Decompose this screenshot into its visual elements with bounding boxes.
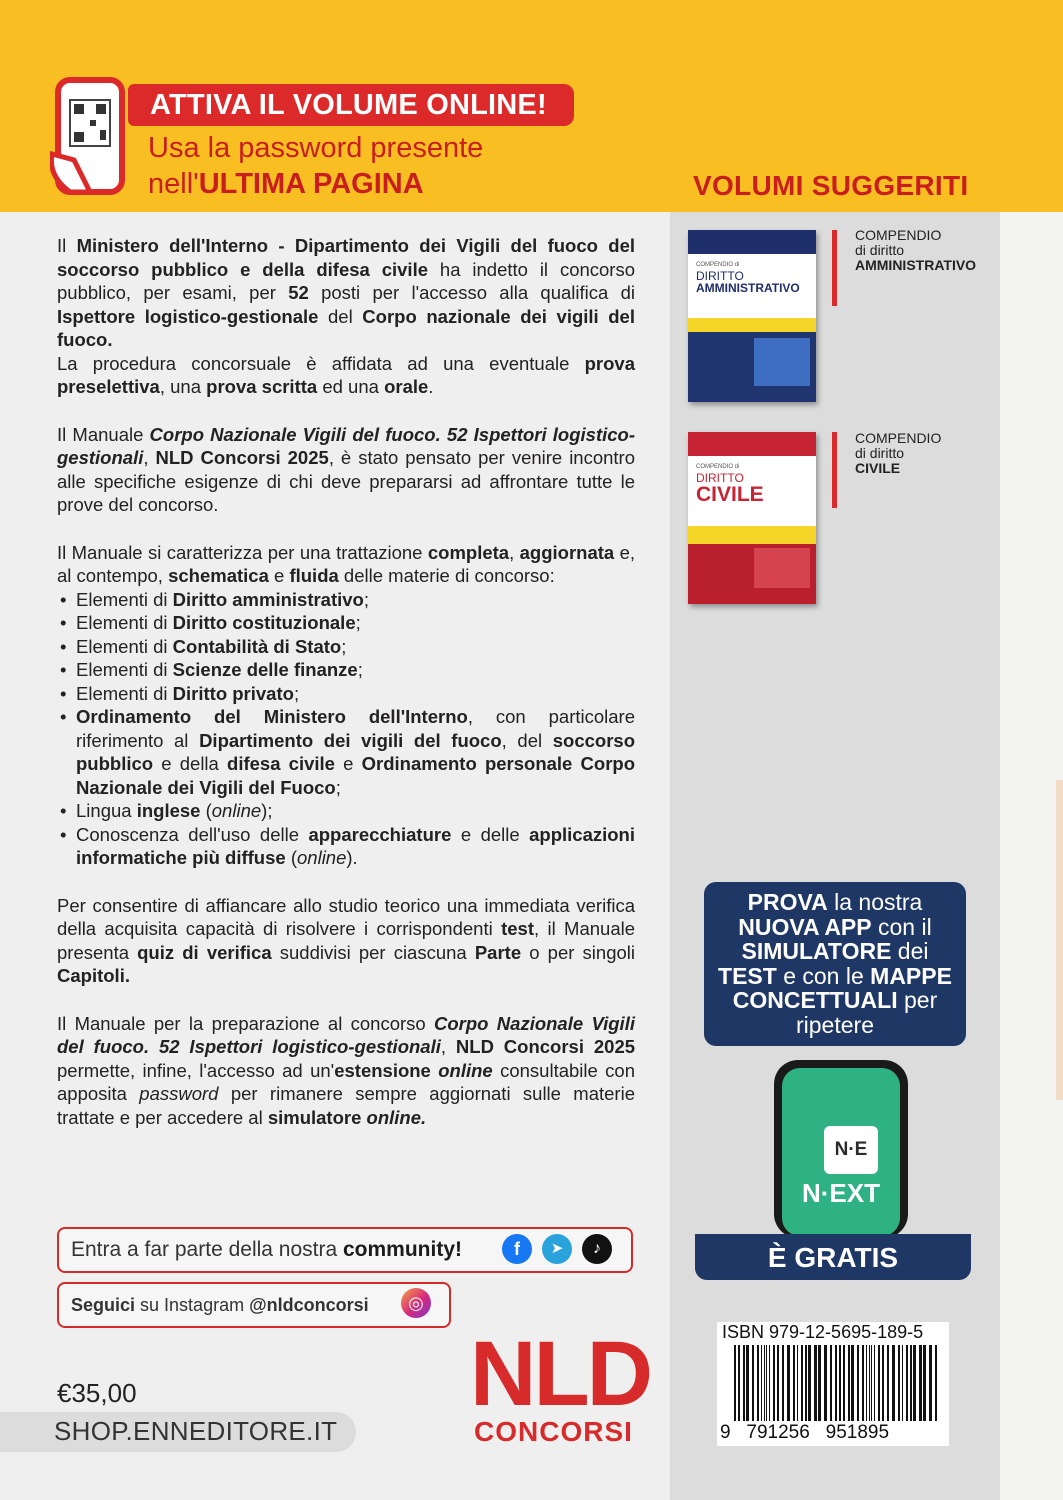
paragraph-online: Il Manuale per la preparazione al concorso Corpo Nazionale Vigili del fuoco. 52 Ispettori logistico-gestionali, NLD Concorsi 2025 permette, infine, l'accesso ad un'estensione online consultabile con apposita password per rimanere sempre aggiornati sulle materie trattate e per accedere al simulatore online. [57,1012,636,1128]
telegram-icon[interactable]: ➤ [542,1234,572,1264]
book-cover-title: DIRITTO [696,471,744,485]
nld-logo-subtitle: CONCORSI [474,1416,633,1447]
app-promo-line: SIMULATORE dei [741,938,929,964]
password-instruction-line1: Usa la password presente [148,132,484,164]
instagram-box[interactable]: Seguici su Instagram @nldconcorsi [57,1282,451,1328]
next-app-name: N·EXT [802,1178,880,1208]
book-caption-amministrativo: COMPENDIO di diritto AMMINISTRATIVO [855,227,977,273]
app-promo-line: ripetere [796,1011,874,1038]
shop-link[interactable]: SHOP.ENNEDITORE.IT [54,1416,338,1446]
book-caption-civile: COMPENDIO di diritto CIVILE [855,430,942,476]
paragraph-features: Il Manuale si caratterizza per una trattazione completa, aggiornata e, al contempo, schematica e fluida delle materie di concorso: [57,541,635,586]
next-app-logo: N·E [824,1126,878,1174]
book-cover-subtitle: COMPENDIO di [696,262,740,268]
price: €35,00 [57,1378,137,1408]
app-phone-mockup [774,1060,908,1238]
book-caption-bar [832,432,837,508]
subject-item: • Elementi di Scienze delle finanze; [76,658,635,682]
book-cover-title-bold: CIVILE [696,483,764,506]
book-cover-subtitle: COMPENDIO di [696,464,740,470]
subject-item: • Elementi di Diritto privato; [76,682,635,706]
community-box[interactable]: Entra a far parte della nostra community! [57,1227,633,1273]
suggested-volumes-title: VOLUMI SUGGERITI [693,170,969,201]
subject-item: • Elementi di Diritto costituzionale; [76,611,635,635]
tiktok-icon[interactable]: ♪ [582,1234,612,1264]
free-badge: È GRATIS [695,1234,971,1280]
smartphone-qr-icon [50,76,136,200]
book-cover-title: DIRITTO [696,269,744,283]
password-instruction-line2: nell'ULTIMA PAGINA [148,168,424,200]
book-cover-amministrativo[interactable] [688,230,816,402]
paragraph-procedure: La procedura concorsuale è affidata ad una eventuale prova preselettiva, una prova scritta ed una orale. [57,352,635,397]
instagram-icon[interactable]: ◎ [401,1288,431,1318]
barcode [734,1345,940,1421]
app-promo-box[interactable] [704,882,966,1046]
subjects-list [57,588,635,870]
app-promo-line: TEST e con le MAPPE [718,962,952,989]
subject-item: • Lingua inglese (online); [76,799,635,823]
app-promo-line: NUOVA APP con il [738,913,932,940]
paragraph-intro: Il Ministero dell'Interno - Dipartimento dei Vigili del fuoco del soccorso pubblico e della difesa civile ha indetto il concorso pubblico, per esami, per 52 posti per l'accesso alla qualifica di Ispettore logistico-gestionale del Corpo nazionale dei vigili del fuoco. [57,235,636,350]
app-promo-line: CONCETTUALI per [732,987,938,1013]
subject-item: • Elementi di Contabilità di Stato; [76,635,635,659]
paragraph-manual: Il Manuale Corpo Nazionale Vigili del fuoco. 52 Ispettori logistico-gestionali, NLD Concorsi 2025, è stato pensato per venire incontro alle specifiche esigenze di chi deve prepararsi ad affrontare tutte le prove del concorso. [57,423,636,515]
sidebar-panel [670,212,1000,1500]
subject-item: • Ordinamento del Ministero dell'Interno, con particolare riferimento al Dipartimento dei vigili del fuoco, del soccorso pubblico e della difesa civile e Ordinamento personale Corpo Nazionale dei Vigili del Fuoco; [76,705,635,799]
app-promo-line: PROVA la nostra [747,889,923,915]
isbn-label: ISBN 979-12-5695-189-5 [722,1322,924,1342]
description-text [57,234,635,1129]
isbn-digits: 9 791256 951895 [720,1422,890,1443]
nld-logo: NLD [470,1323,651,1425]
paragraph-quiz: Per consentire di affiancare allo studio teorico una immediata verifica della acquisita capacità di risolvere i corrispondenti test, il Manuale presenta quiz di verifica suddivisi per ciascuna Parte o per singoli Capitoli. [57,894,636,986]
spine-strip [1000,212,1063,1500]
subject-item: • Conoscenza dell'uso delle apparecchiature e delle applicazioni informatiche più diffuse (online). [76,823,635,870]
book-cover-civile[interactable] [688,432,816,604]
book-cover-title-bold: AMMINISTRATIVO [696,281,800,295]
activate-online-banner: ATTIVA IL VOLUME ONLINE! [128,84,574,126]
spine-accent [1056,780,1063,1100]
subject-item: • Elementi di Diritto amministrativo; [76,588,635,612]
facebook-icon[interactable]: f [502,1234,532,1264]
book-caption-bar [832,230,837,306]
